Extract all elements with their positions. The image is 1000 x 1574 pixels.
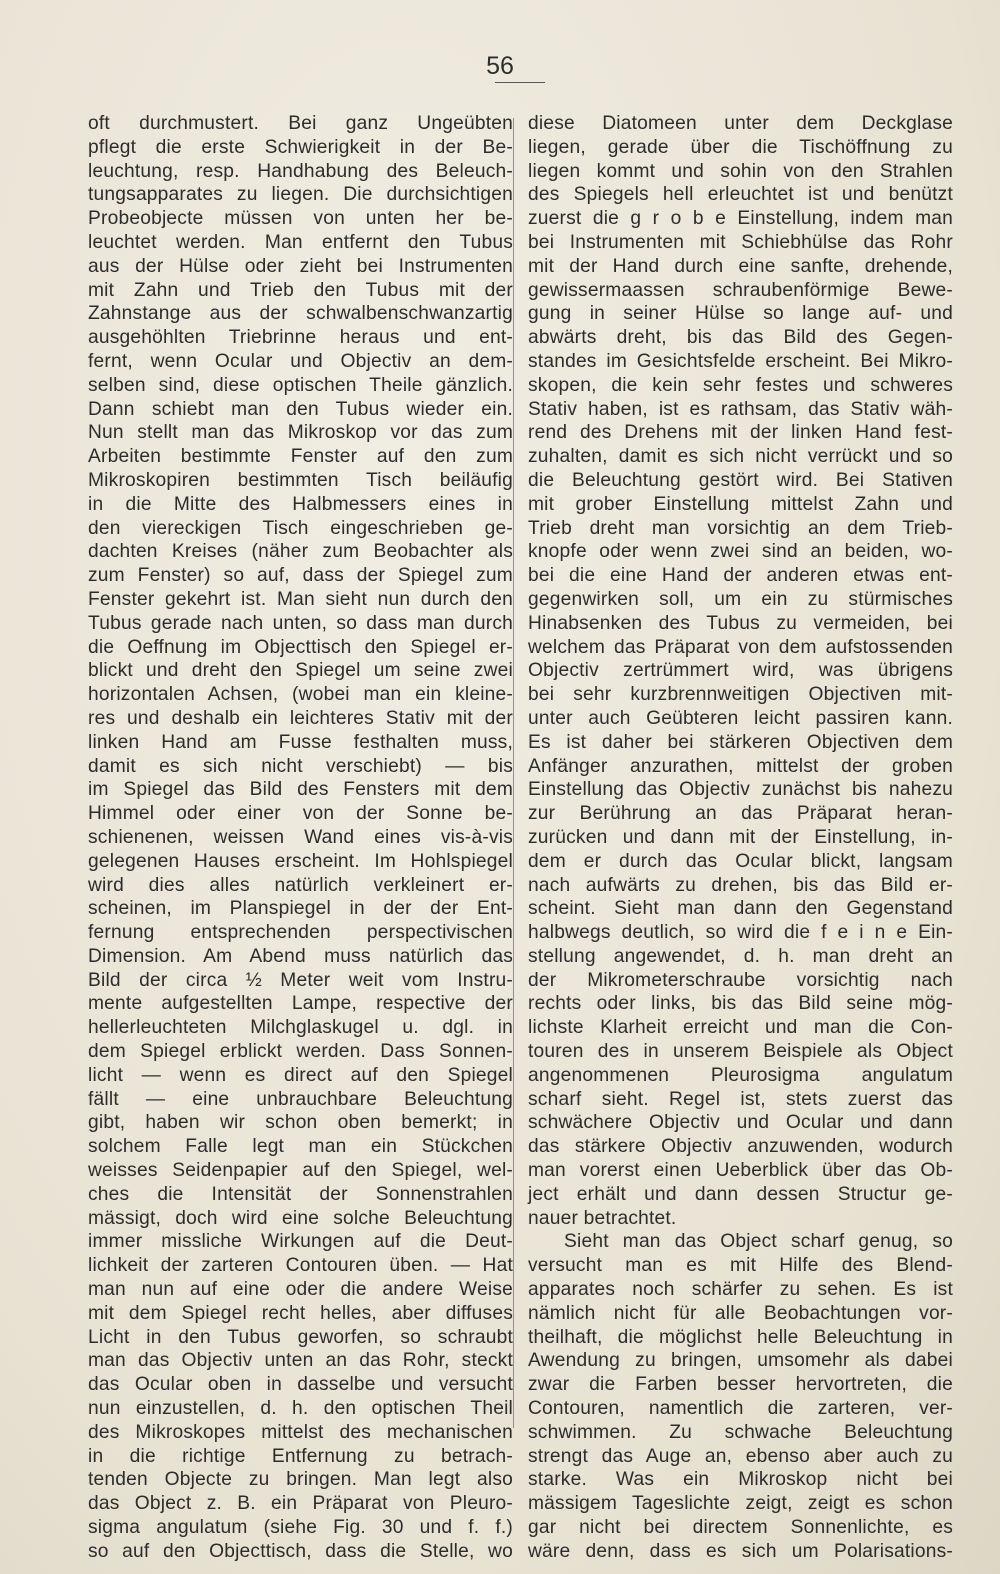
text-line: Stativ haben, ist es rathsam, das Stativ wäh- <box>528 398 953 420</box>
text-line: ches die Intensität der Sonnenstrahlen <box>88 1183 513 1205</box>
text-line: mit der Hand durch eine sanfte, drehende, <box>528 255 953 277</box>
text-line: mente aufgestellten Lampe, respective der <box>88 993 513 1015</box>
text-line: res und deshalb ein leichteres Stativ mit der <box>88 707 513 729</box>
text-line: zwar die Farben besser hervortreten, die <box>528 1374 953 1396</box>
text-line: der Mikrometerschraube vorsichtig nach <box>528 969 953 991</box>
text-line: fällt — eine unbrauchbare Beleuchtung <box>88 1088 513 1110</box>
text-line: zur Berührung an das Präparat heran- <box>528 803 953 825</box>
text-line: welchem das Präparat von dem aufstossenden <box>528 636 953 658</box>
text-line: mässigt, doch wird eine solche Beleuchtung <box>88 1207 513 1229</box>
text-line: Probeobjecte müssen von unten her be- <box>88 208 513 230</box>
text-line: horizontalen Achsen, (wobei man ein kleine- <box>88 684 513 706</box>
text-line: liegen kommt und sohin von den Strahlen <box>528 160 953 182</box>
text-line: Tubus gerade nach unten, so dass man durch <box>88 612 513 634</box>
text-line: diese Diatomeen unter dem Deckglase <box>528 113 953 134</box>
text-line: wird dies alles natürlich verkleinert er- <box>88 874 513 896</box>
text-line: Bild der circa ½ Meter weit vom Instru- <box>88 969 513 991</box>
text-line: fernung entsprechenden perspectivischen <box>88 922 513 944</box>
text-line: mit grober Einstellung mittelst Zahn und <box>528 493 953 515</box>
text-line: Licht in den Tubus geworfen, so schraubt <box>88 1326 513 1348</box>
text-line: in die richtige Entfernung zu betrach- <box>88 1445 513 1467</box>
text-line: im Spiegel das Bild des Fensters mit dem <box>88 779 513 801</box>
text-line: die Beleuchtung gestört wird. Bei Stativen <box>528 469 953 491</box>
text-line: Einstellung das Objectiv zunächst bis nahezu <box>528 779 953 801</box>
text-line: tungsapparates zu liegen. Die durchsichtigen <box>88 184 513 206</box>
text-line: starke. Was ein Mikroskop nicht bei <box>528 1469 953 1491</box>
text-line: zuhalten, damit es sich nicht verrückt und so <box>528 446 953 468</box>
text-line: Zahnstange aus der schwalbenschwanzartig <box>88 303 513 325</box>
text-line: touren des in unserem Beispiele als Object <box>528 1041 953 1063</box>
text-line: mässigem Tageslichte zeigt, zeigt es schon <box>528 1493 953 1515</box>
text-line: damit es sich nicht verschiebt) — bis <box>88 755 513 777</box>
text-line: nach aufwärts zu drehen, bis das Bild er- <box>528 874 953 896</box>
text-line: bei Instrumenten mit Schiebhülse das Rohr <box>528 231 953 253</box>
text-line: Dann schiebt man den Tubus wieder ein. <box>88 398 513 420</box>
text-line: blickt und dreht den Spiegel um seine zwei <box>88 660 513 682</box>
text-line: immer missliche Wirkungen auf die Deut- <box>88 1231 513 1253</box>
text-line: Arbeiten bestimmte Fenster auf den zum <box>88 446 513 468</box>
text-line: Es ist daher bei stärkeren Objectiven dem <box>528 731 953 753</box>
text-line: skopen, die kein sehr festes und schweres <box>528 374 953 396</box>
text-line: den viereckigen Tisch eingeschrieben ge- <box>88 517 513 539</box>
text-line: gung in seiner Hülse so lange auf- und <box>528 303 953 325</box>
text-line: ausgehöhlten Triebrinne heraus und ent- <box>88 327 513 349</box>
right-text-column <box>528 112 953 1564</box>
text-line: das Ocular oben in dasselbe und versucht <box>88 1374 513 1396</box>
text-line: nämlich nicht für alle Beobachtungen vor- <box>528 1302 953 1324</box>
text-line: in die Mitte des Halbmessers eines in <box>88 493 513 515</box>
text-line: aus der Hülse oder zieht bei Instrumenten <box>88 255 513 277</box>
text-line: strengt das Auge an, ebenso aber auch zu <box>528 1445 953 1467</box>
text-line: selben sind, diese optischen Theile gänzlich. <box>88 374 513 396</box>
text-line: leuchtung, resp. Handhabung des Beleuch- <box>88 160 513 182</box>
text-line: Sieht man das Object scharf genug, so <box>564 1231 953 1253</box>
text-line: lichkeit der zarteren Contouren üben. — Hat <box>88 1255 513 1277</box>
text-line: gar nicht bei directem Sonnenlichte, es <box>528 1517 953 1539</box>
text-line: gelegenen Hauses erscheint. Im Hohlspiegel <box>88 850 513 872</box>
text-line: nauer betrachtet. <box>528 1207 677 1229</box>
text-line: Mikroskopiren bestimmten Tisch beiläufig <box>88 469 513 491</box>
text-line: Objectiv zertrümmert wird, was übrigens <box>528 660 953 682</box>
text-line: unter auch Geübteren leicht passiren kann. <box>528 707 953 729</box>
text-line: linken Hand am Fusse festhalten muss, <box>88 731 513 753</box>
text-line: leuchtet werden. Man entfernt den Tubus <box>88 231 513 253</box>
text-line: dem Spiegel erblickt werden. Dass Sonnen- <box>88 1041 513 1063</box>
text-line: Dimension. Am Abend muss natürlich das <box>88 945 513 967</box>
text-line: abwärts dreht, bis das Bild des Gegen- <box>528 327 953 349</box>
text-line: dem er durch das Ocular blickt, langsam <box>528 850 953 872</box>
text-line: rechts oder links, bis das Bild seine mög- <box>528 993 953 1015</box>
text-line: weisses Seidenpapier auf den Spiegel, wel- <box>88 1160 513 1182</box>
text-line: zum Fenster) so auf, dass der Spiegel zum <box>88 565 513 587</box>
text-line: mit Zahn und Trieb den Tubus mit der <box>88 279 513 301</box>
text-line: zurücken und dann mit der Einstellung, in- <box>528 826 953 848</box>
text-line: scheinen, im Planspiegel in der der Ent- <box>88 898 513 920</box>
text-line: solchem Falle legt man ein Stückchen <box>88 1136 513 1158</box>
text-line: des Spiegels hell erleuchtet ist und benützt <box>528 184 953 206</box>
text-line: das Object z. B. ein Präparat von Pleuro- <box>88 1493 513 1515</box>
text-line: nun einzustellen, d. h. den optischen Theil <box>88 1398 513 1420</box>
text-line: bei die eine Hand der anderen etwas ent- <box>528 565 953 587</box>
text-line: theilhaft, die möglichst helle Beleuchtung in <box>528 1326 953 1348</box>
text-line: pflegt die erste Schwierigkeit in der Be- <box>88 136 513 158</box>
text-line: licht — wenn es direct auf den Spiegel <box>88 1064 513 1086</box>
text-line: versucht man es mit Hilfe des Blend- <box>528 1255 953 1277</box>
text-line: mit dem Spiegel recht helles, aber diffuses <box>88 1302 513 1324</box>
text-line: so auf den Objecttisch, dass die Stelle, wo <box>88 1540 513 1562</box>
text-line: tenden Objecte zu bringen. Man legt also <box>88 1469 513 1491</box>
text-line: Hinabsenken des Tubus zu vermeiden, bei <box>528 612 953 634</box>
text-line: Trieb dreht man vorsichtig an dem Trieb- <box>528 517 953 539</box>
text-line: Contouren, namentlich die zarteren, ver- <box>528 1398 953 1420</box>
text-line: ject erhält und dann dessen Structur ge- <box>528 1183 953 1205</box>
text-line: stellung angewendet, d. h. man dreht an <box>528 945 953 967</box>
text-line: angenommenen Pleurosigma angulatum <box>528 1064 953 1086</box>
text-line: Fenster gekehrt ist. Man sieht nun durch den <box>88 588 513 610</box>
text-line: lichste Klarheit erreicht und man die Con- <box>528 1017 953 1039</box>
text-line: gewissermaassen schraubenförmige Bewe- <box>528 279 953 301</box>
text-line: sigma angulatum (siehe Fig. 30 und f. f.) <box>88 1517 513 1539</box>
text-line: fernt, wenn Ocular und Objectiv an dem- <box>88 350 513 372</box>
text-line: des Mikroskopes mittelst des mechanischen <box>88 1421 513 1443</box>
text-line: gegenwirken soll, um ein zu stürmisches <box>528 588 953 610</box>
text-line: Awendung zu bringen, umsomehr als dabei <box>528 1350 953 1372</box>
text-line: rend des Drehens mit der linken Hand fest- <box>528 422 953 444</box>
text-line: halbwegs deutlich, so wird die f e i n e Ein- <box>528 922 953 944</box>
text-line: oft durchmustert. Bei ganz Ungeübten <box>88 113 513 134</box>
page-number-rule <box>495 82 545 83</box>
text-line: dachten Kreises (näher zum Beobachter als <box>88 541 513 563</box>
text-line: schwimmen. Zu schwache Beleuchtung <box>528 1421 953 1443</box>
text-line: scharf sieht. Regel ist, stets zuerst das <box>528 1088 953 1110</box>
text-line: standes im Gesichtsfelde erscheint. Bei Mikro- <box>528 350 953 372</box>
text-line: wäre denn, dass es sich um Polarisations- <box>528 1540 953 1562</box>
text-line: apparates noch schärfer zu sehen. Es ist <box>528 1279 953 1301</box>
left-text-column <box>88 112 513 1564</box>
text-line: man nun auf eine oder die andere Weise <box>88 1279 513 1301</box>
page-number: 56 <box>486 52 514 80</box>
text-line: schwächere Objectiv und Ocular und dann <box>528 1112 953 1134</box>
text-line: die Oeffnung im Objecttisch den Spiegel er- <box>88 636 513 658</box>
text-line: zuerst die g r o b e Einstellung, indem man <box>528 208 953 230</box>
text-line: man das Objectiv unten an das Rohr, steckt <box>88 1350 513 1372</box>
text-line: Nun stellt man das Mikroskop vor das zum <box>88 422 513 444</box>
text-line: knopfe oder wenn zwei sind an beiden, wo- <box>528 541 953 563</box>
text-line: schienenen, weissen Wand eines vis-à-vis <box>88 826 513 848</box>
text-line: gibt, haben wir schon oben bemerkt; in <box>88 1112 513 1134</box>
text-line: das stärkere Objectiv anzuwenden, wodurch <box>528 1136 953 1158</box>
text-line: Himmel oder einer von der Sonne be- <box>88 803 513 825</box>
text-line: Anfänger anzurathen, mittelst der groben <box>528 755 953 777</box>
text-line: bei sehr kurzbrennweitigen Objectiven mit- <box>528 684 953 706</box>
text-line: man vorerst einen Ueberblick über das Ob- <box>528 1160 953 1182</box>
column-divider <box>513 118 514 1428</box>
text-line: scheint. Sieht man dann den Gegenstand <box>528 898 953 920</box>
text-line: liegen, gerade über die Tischöffnung zu <box>528 136 953 158</box>
text-line: hellerleuchteten Milchglaskugel u. dgl. in <box>88 1017 513 1039</box>
